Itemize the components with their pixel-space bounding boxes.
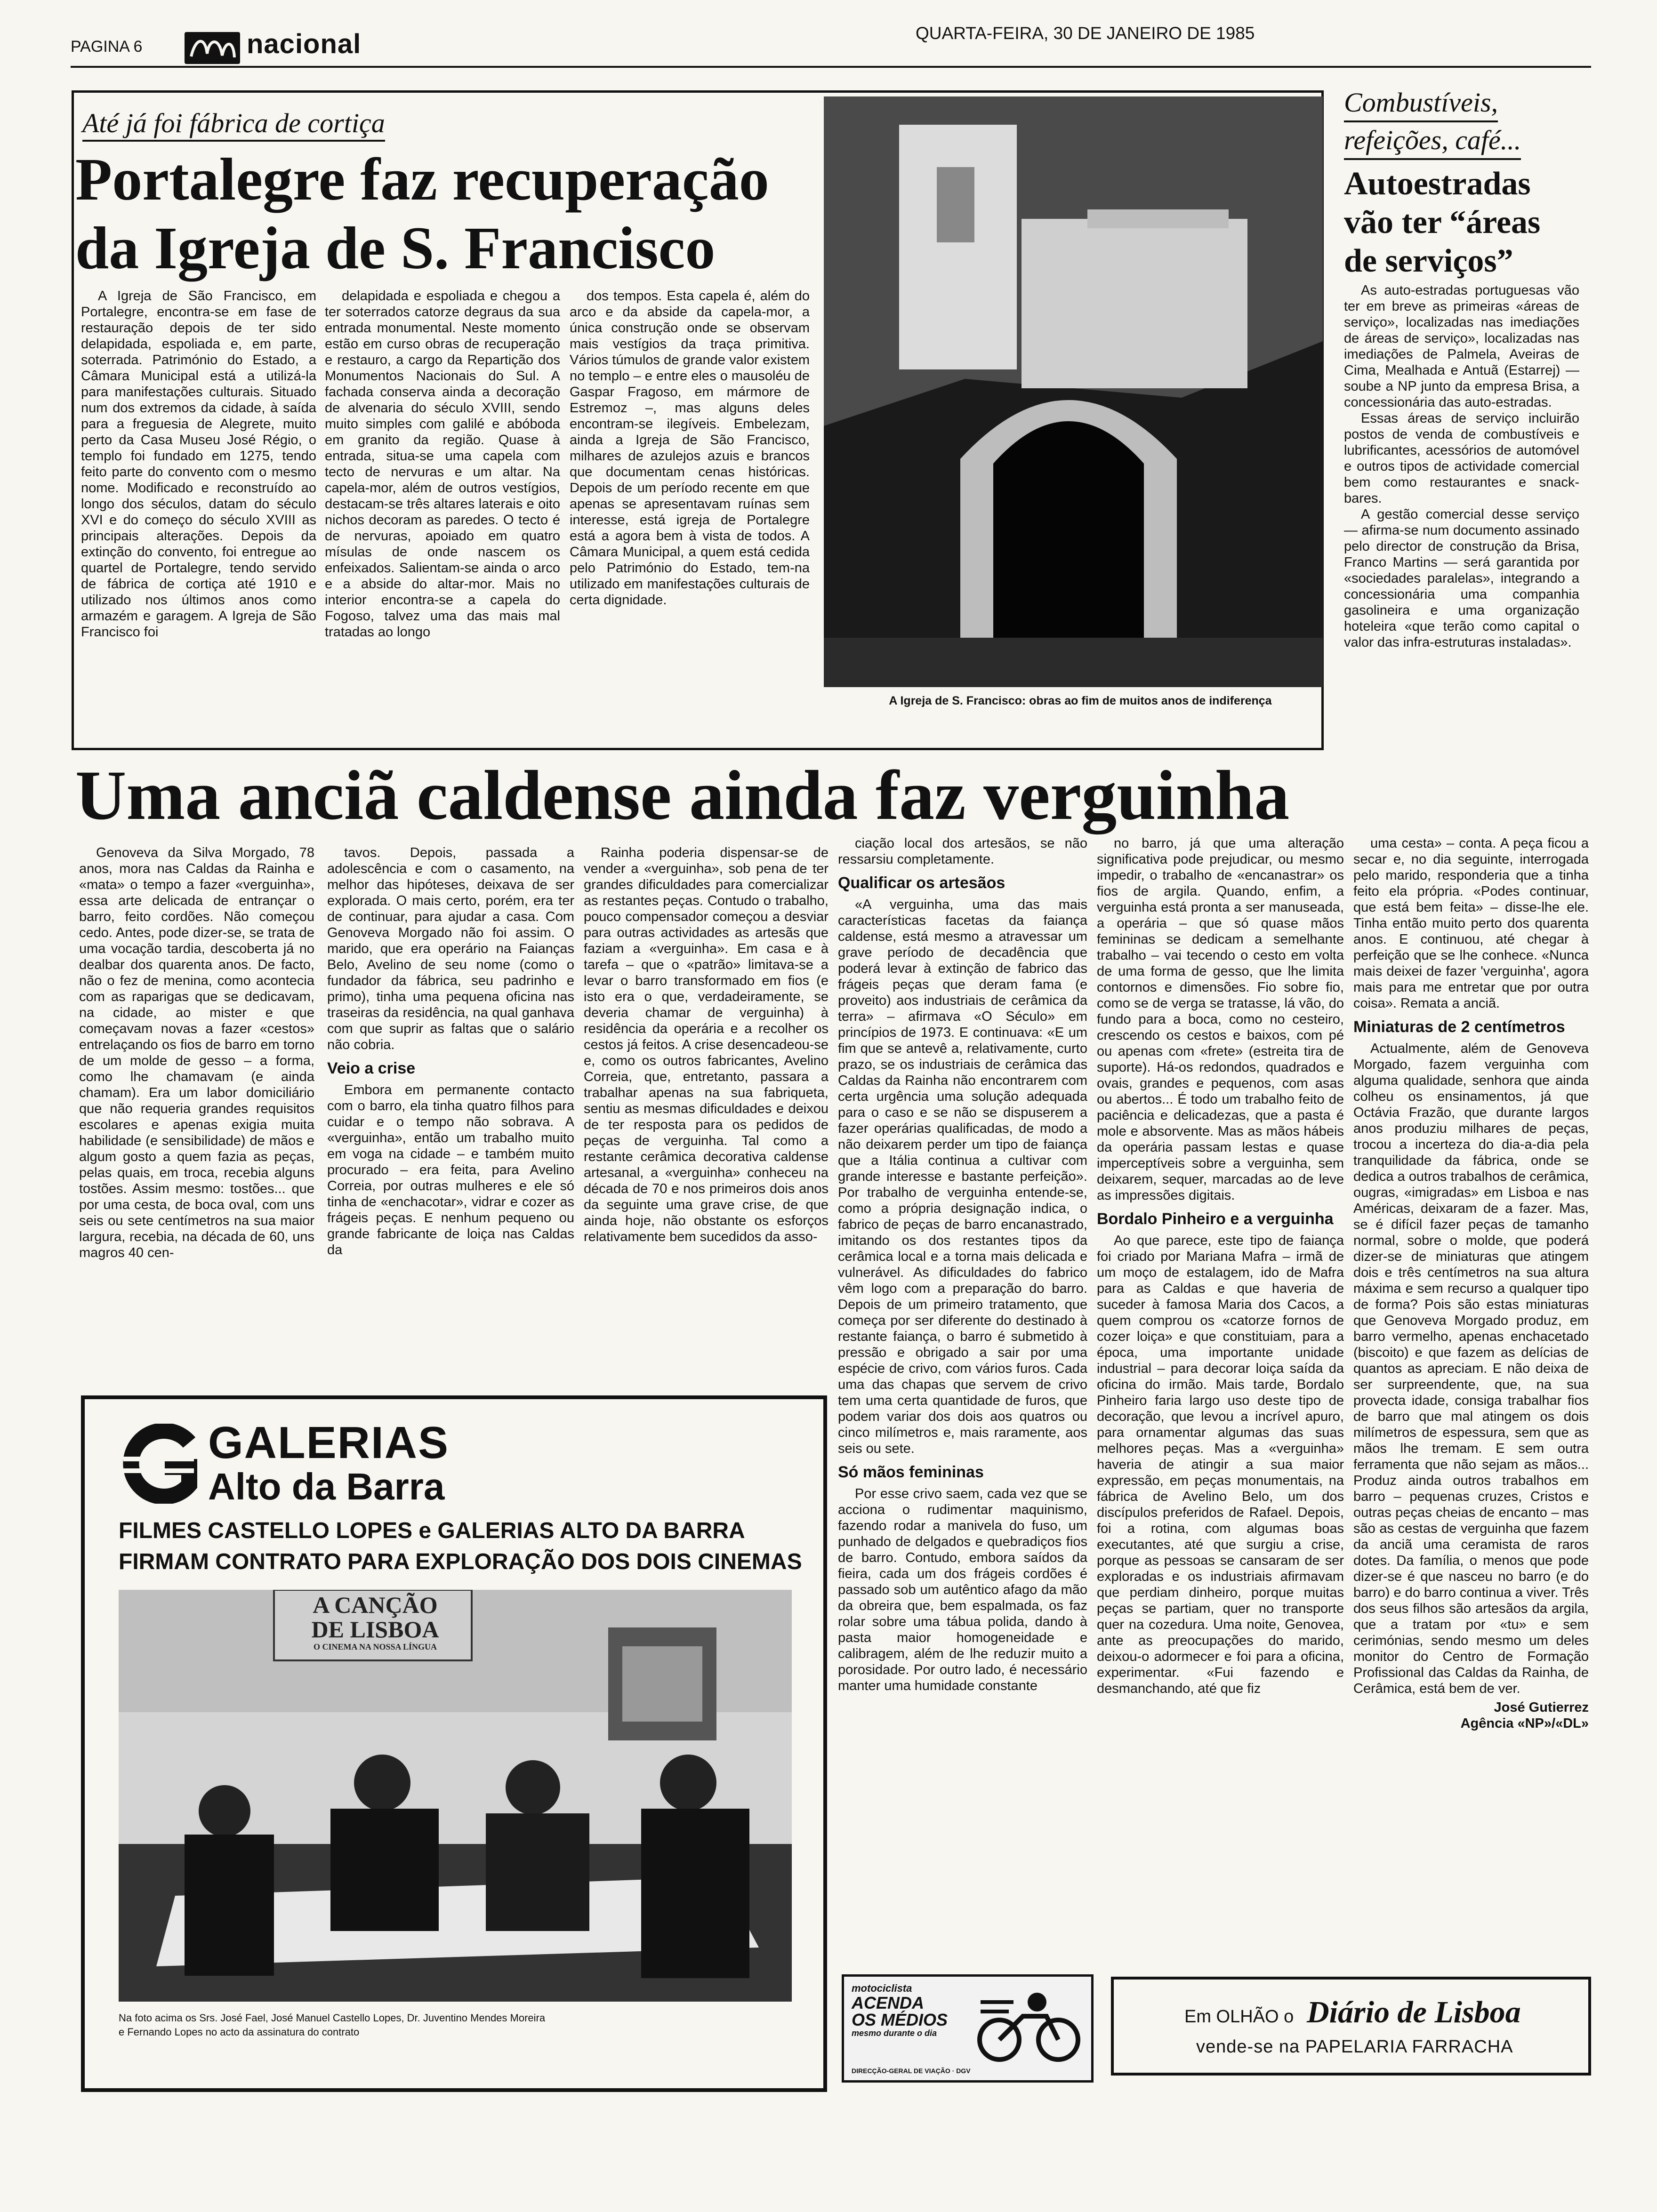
section-logo-icon [185,32,240,64]
section-name: nacional [247,29,362,59]
portalegre-col-1: A Igreja de São Francisco, em Portalegre, encontra-se em fase de restauração depois de ter sido delapidada, espoliada e, em parte, soterrada. Património do Estado, a Câmara Municipal está a utilizá-la para manifestações culturais. Situado num dos extremos da cidade, à saída para a freguesia de Alegrete, muito perto da Casa Museu José Régio, o templo foi fundado em 1275, tendo feito parte do convento com o mesmo nome. Modificado e reconstruído ao longo dos séculos, datam do século XVI e do começo do século XVIII as principais alterações. Depois da extinção do convento, foi entregue ao quartel de Portalegre, tendo servido de fábrica de cortiça até 1910 e utilizado nos últimos anos como armazém e garagem. A Igreja de São Francisco foi [81,289,316,640]
galerias-brand: GALERIAS [208,1418,450,1468]
galerias-logo-icon [119,1424,199,1504]
subhead-bordalo: Bordalo Pinheiro e a verguinha [1097,1210,1334,1228]
subhead-miniaturas: Miniaturas de 2 centímetros [1353,1018,1565,1036]
church-photo [824,96,1323,687]
portalegre-kicker: Até já foi fábrica de cortiça [82,107,385,142]
verguinha-col-5: no barro, já que uma alteração significativa pode prejudicar, ou mesmo impedir, o trabalho de «encanastrar» os fios de argila. Quando, enfim, a verguinha está pronta a ser manuseada, a operária – que só quase mãos femininas se dedicam a semelhante trabalho – vai tecendo o cesto em volta de uma forma de gesso, que lhe limita contornos e dimensões. Fio sobre fio, como se de verga se tratasse, lá vão, do fundo para a boca, como no cesteiro, crescendo os cestos e baixos, com pé ou apenas com «frete» (estreita tira de suporte). Há-os redondos, quadrados e ovais, grandes e pequenos, com asas ou abertos... É todo um trabalho feito de paciência e delicadezas, que a pasta é mole e absorvente. Mas as mãos hábeis da operária passam lestas e quase imperceptíveis sobre a verguinha, sem deixarem, sequer, marcadas ao de leve as impressões digitais. Bordalo Pinheiro e a verguinha Ao que parece, este tipo de faiança foi criado por Mariana Mafra – irmã de um moço de estalagem, ido de Mafra para as Caldas e que haveria de suceder à famosa Maria dos Cacos, a quem comprou os «catorze fornos de cozer loiça» e que constituiam, para a época, uma importante unidade industrial – para decorar loiça saída da oficina do irmão. Mais tarde, Bordalo Pinheiro faria largo uso deste tipo de decoração, que levou a incrível apuro, para ornamentar algumas das suas melhores peças. Mas a «verguinha» haveria de atingir a sua maior expressão, em peças monumentais, na fábrica de Avelino Belo, um dos discípulos preferidos de Rafael. Depois, foi a rotina, com algumas boas executantes, até que surgiu a crise, porque as pessoas se cansaram de ser exploradas e os industriais afirmavam que perdiam dinheiro, porque muitas peças se partiam, quer no transporte quer na cozedura. Uma noite, Genovea, ante as preocupações do marido, deixou-o adormecer e foi para a oficina, experimentar. «Fui fazendo e desmanchando, até que fiz [1097,836,1344,1696]
edition-date: QUARTA-FEIRA, 30 DE JANEIRO DE 1985 [916,24,1255,43]
verguinha-headline: Uma anciã caldense ainda faz verguinha [75,756,1290,834]
portalegre-col-2: delapidada e espoliada e chegou a ter soterrados catorze degraus da sua entrada monumental. Neste momento estão em curso obras de recuperação e restauro, a cargo da Repartição dos Monumentos Nacionais do Sul. A fachada conserva ainda a decoração de alvenaria do século XVIII, sendo muito simples com galilé e abóboda em granito da região. Quase à entrada, situa-se uma capela com tecto de nervuras e um altar. Na capela-mor, além de outros vestígios, destacam-se três altares laterais e oito nichos decoram as paredes. O tecto é de nervuras, apoiado em quatro mísulas de onde nascem os enfeixados. Salientam-se ainda o arco e a abside do altar-mor. Mais no interior encontra-se a capela do Fogoso, talvez uma das mais mal tratadas ao longo [325,289,560,640]
byline-author: José Gutierrez [1494,1700,1589,1715]
galerias-line1: FILMES CASTELLO LOPES e GALERIAS ALTO DA BARRA [119,1518,745,1543]
subhead-so-maos-femininas: Só mãos femininas [838,1463,984,1481]
moto-ad-footer: DIRECÇÃO-GERAL DE VIAÇÃO · DGV [852,2067,971,2075]
galerias-subbrand: Alto da Barra [208,1466,445,1507]
subhead-veio-a-crise: Veio a crise [327,1059,416,1077]
sidebar-kicker: Combustíveis, refeições, café... [1344,85,1521,160]
galerias-ad [81,1395,827,2092]
diario-lisboa-ad [1111,1977,1591,2076]
motorcycle-icon [971,1983,1084,2063]
subhead-qualificar: Qualificar os artesãos [838,874,1005,892]
sidebar-headline: Autoestradas vão ter “áreas de serviços” [1344,166,1541,279]
verguinha-col-4: ciação local dos artesãos, se não ressarsiu completamente. Qualificar os artesãos «A verguinha, uma das mais características facetas da faiança caldense, está mesmo a atravessar um grave período de decadência que poderá levar à extinção de fabrico das frágeis peças que deram fama (e proveito) aos industriais de cerâmica da terra» – afirmava «O Século» em princípios de 1973. E continuava: «E um fim que se antevê a, relativamente, curto prazo, se os industriais de cerâmica das Caldas da Rainha não encontrarem com certa urgência uma solução adequada para o caso e se não se dispuserem a fazer operárias qualificadas, de modo a não deixarem perder um tipo de faiança que a Itália continua a cultivar com grande interesse e bastante perfeição». Por trabalho de verguinha entende-se, como a própria designação indica, o fabrico de peças de barro encanastrado, imitando os dos restantes tipos da cerâmica local e a torna mais delicada e vulnerável. As dificuldades do fabrico vêm logo com a preparação do barro. Depois de um primeiro tratamento, que começa por ser diferente do destinado à restante faiança, o barro é submetido à pressão e obrigado a sair por uma espécie de crivo, com vários furos. Cada uma das chapas que servem de crivo tem uma certa quantidade de furos, que podem variar dos dois aos quatros ou cinco milímetros e, mais raramente, aos seis ou sete. Só mãos femininas Por esse crivo saem, cada vez que se acciona o rudimentar maquinismo, fazendo rodar a manivela do fuso, um punhado de delgados e quebradiços fios de barro. Contudo, embora saídos da fieira, cada um dos frágeis cordões é passado sob um autêntico afago da mão da obreira que, bem espalmada, os faz rolar sobre uma tábua polida, dando à pasta maior homogeneidade e calibragem, além de lhe reduzir muito a porosidade. Por outro lado, é necessário manter uma humidade constante [838,836,1087,1693]
moto-ad-text: motociclista ACENDA OS MÉDIOS mesmo durante o dia [852,1982,948,2038]
verguinha-col-6: uma cesta» – conta. A peça ficou a secar e, no dia seguinte, interrogada pelo marido, responderia que a tinha feito ela própria. «Podes continuar, que está bem feita» – disse-lhe ele. Tinha então muito perto dos quarenta anos. E continuou, até chegar à perfeição que se lhe conhece. «Nunca mais deixei de fazer 'verguinha', agora mais para me entretar que por outra coisa». Remata a anciã. Miniaturas de 2 centímetros Actualmente, além de Genoveva Morgado, fazem verguinha com alguma qualidade, senhora que ainda colheu os ensinamentos, já que Octávia Frazão, que durante largos anos produziu milhares de peças, trocou a incerteza do dia-a-dia pela tranquilidade da fábrica, onde se dedica a outros trabalhos de cerâmica, ougras, «imigradas» em Lisboa e nas Américas, deixaram de a fazer. Mas, se é difícil fazer peças de tamanho normal, sobre o molde, que poderá dizer-se de miniaturas que atingem dois e três centímetros na sua altura máxima e sem recurso a qualquer tipo de forma? Pois são estas miniaturas que Genoveva Morgado produz, em barro vermelho, apenas enchacetado (biscoito) e que fazem as delícias de quantos as apreciam. E não deixa de ser surpreendente, que, na sua provecta idade, consiga trabalhar fios de barro que mal atingem os dois milímetros de espessura, sem que as mãos lhe tremam. E sem outra ferramenta que não sejam as mãos... Produz ainda outros trabalhos em barro – pequenas cruzes, Cristos e outras peças cheias de encanto – mas são as cestas de verguinha que fazem da anciã uma ceramista de raros dotes. Da família, o menos que pode dizer-se é que nasceu no barro (e do barro) e do barro continua a viver. Três dos seus filhos são artesãos da argila, que a tratam por «tu» e sem cerimónias, sendo mesmo um deles monitor do Centro de Formação Profissional das Caldas da Rainha, de Cerâmica, está bem de ver. José Gutierrez Agência «NP»/«DL» [1353,836,1589,1731]
verguinha-col-3: Rainha poderia dispensar-se de vender a «verguinha», sob pena de ter grandes dificuldades para comercializar as restantes peças. Contudo o trabalho, pouco compensador começou a desviar para outras actividades as artesãs que faziam a «verguinha». Em casa e à tarefa – que o «patrão» limitava-se a levar o barro transformado em fios (e isto era o que, verdadeiramente, se deveria chamar de verguinha) à residência da operária e a recolher os cestos já feitos. A crise desencadeou-se e, como os outros fabricantes, Avelino Correia, que, entretanto, passara a trabalhar apenas na sua fabriqueta, sentiu as mesmas dificuldades e deixou de ter resposta para os pedidos de peças de verguinha. Tal como a restante cerâmica decorativa caldense artesanal, a «verguinha» conheceu na década de 70 e nos primeiros dois anos da seguinte uma grave crise, de que ainda hoje, não obstante os esforços relativamente bem sucedidos da asso- [584,845,828,1244]
diario-brand: Diário de Lisboa [1307,1995,1521,2029]
diario-line2: vende-se na PAPELARIA FARRACHA [1196,2037,1513,2057]
contract-photo [119,1590,792,2002]
page-number: PAGINA 6 [71,38,143,56]
galerias-line2: FIRMAM CONTRATO PARA EXPLORAÇÃO DOS DOIS CINEMAS [119,1549,802,1574]
sidebar-body: As auto-estradas portuguesas vão ter em breve as primeiras «áreas de serviço», localizadas nas imediações de áreas de serviço», localizadas nas imediações de Palmela, Aveiras de Cima, Mealhada e Antuã (Estarrej) — soube a NP junto da empresa Brisa, a concessionária das auto-estradas. Essas áreas de serviço incluirão postos de venda de combustíveis e lubrificantes, acessórios de automóvel e outros tipos de actividade comercial bem como restaurantes e snack-bares. A gestão comercial desse serviço — afirma-se num documento assinado pelo director de construção da Brisa, Franco Martins — será garantida por «sociedades paralelas», integrando a concessionária uma companhia gasolineira e uma organização hoteleira «que terão como capital o valor das infra-estruturas instaladas». [1344,283,1579,650]
portalegre-col-3: dos tempos. Esta capela é, além do arco e da abside da capela-mor, a única construção onde se observam mais vestígios da traça primitiva. Vários túmulos de grande valor existem no templo – e entre eles o mausoléu de Gaspar Fragoso, em mármore de Estremoz –, mas alguns deles encontram-se ilegíveis. Embelezam, ainda a Igreja de São Francisco, milhares de azulejos azuis e brancos que documentam cenas históricas. Depois de um período recente em que apenas se apresentavam ruínas sem interesse, está igreja de Portalegre está a agora bem à vista de todos. A Câmara Municipal, a quem está cedida pelo Património do Estado, tem-na utilizado em manifestações culturais de certa dignidade. [570,289,810,608]
moto-safety-ad [842,1974,1094,2083]
cinema-sign: A CANÇÃO DE LISBOA O CINEMA NA NOSSA LÍNGUA [311,1592,439,1651]
diario-prefix: Em OLHÃO o [1184,2007,1294,2027]
verguinha-col-2: tavos. Depois, passada a adolescência e com o casamento, na melhor das hipóteses, deixava de ser explorada. O mais certo, porém, era ter de continuar, para ajudar a casa. Com Genoveva Morgado não foi assim. O marido, que era operário na Faianças Belo, Avelino de seu nome (como o fundador da fábrica, seu padrinho e primo), tinha uma pequena oficina nas traseiras da residência, na qual ganhava com que suprir as faltas que o salário não cobria. Veio a crise Embora em permanente contacto com o barro, ela tinha quatro filhos para cuidar e o tempo não sobrava. A «verguinha», então um trabalho muito em voga na cidade – e também muito procurado – era feita, para Avelino Correia, por outras mulheres e ele só tinha de «enchacotar», vidrar e cozer as frágeis peças. E nenhum pequeno ou grande fabricante de loiça nas Caldas da [327,845,574,1258]
portalegre-headline: Portalegre faz recuperação da Igreja de S. Francisco [75,146,769,281]
verguinha-col-1: Genoveva da Silva Morgado, 78 anos, mora nas Caldas da Rainha e «mata» o tempo a fazer «verguinha», essa arte delicada de entrançar o barro, feito cordões. Não começou cedo. Antes, pode dizer-se, se trata de uma vocação tardia, descoberta já no dealbar dos quarenta anos. De facto, não o fez de menina, como acontecia com as raparigas que se dedicavam, na cidade, ao mister e que começavam novas a fazer «cestos» entrelaçando os fios de barro em torno de um molde de gesso – a forma, como lhe chamavam (e ainda chamam). Era um labor domiciliário que não requeria grandes requisitos escolares e apenas exigia muita habilidade (e sensibilidade) de mãos e algum gosto a quem fazia as peças, pelas quais, em troca, recebia alguns tostões. Assim mesmo: tostões... que por uma cesta, de boca oval, com uns seis ou sete centímetros na sua maior largura, recebia, na década de 60, uns magros 40 cen- [79,845,314,1260]
masthead-rule [71,66,1591,68]
byline-agency: Agência «NP»/«DL» [1460,1716,1589,1731]
church-photo-caption: A Igreja de S. Francisco: obras ao fim de muitos anos de indiferença [889,694,1272,707]
galerias-photo-caption: Na foto acima os Srs. José Fael, José Manuel Castello Lopes, Dr. Juventino Mendes Moreira e Fernando Lopes no acto da assinatura do contrato [119,2012,546,2038]
